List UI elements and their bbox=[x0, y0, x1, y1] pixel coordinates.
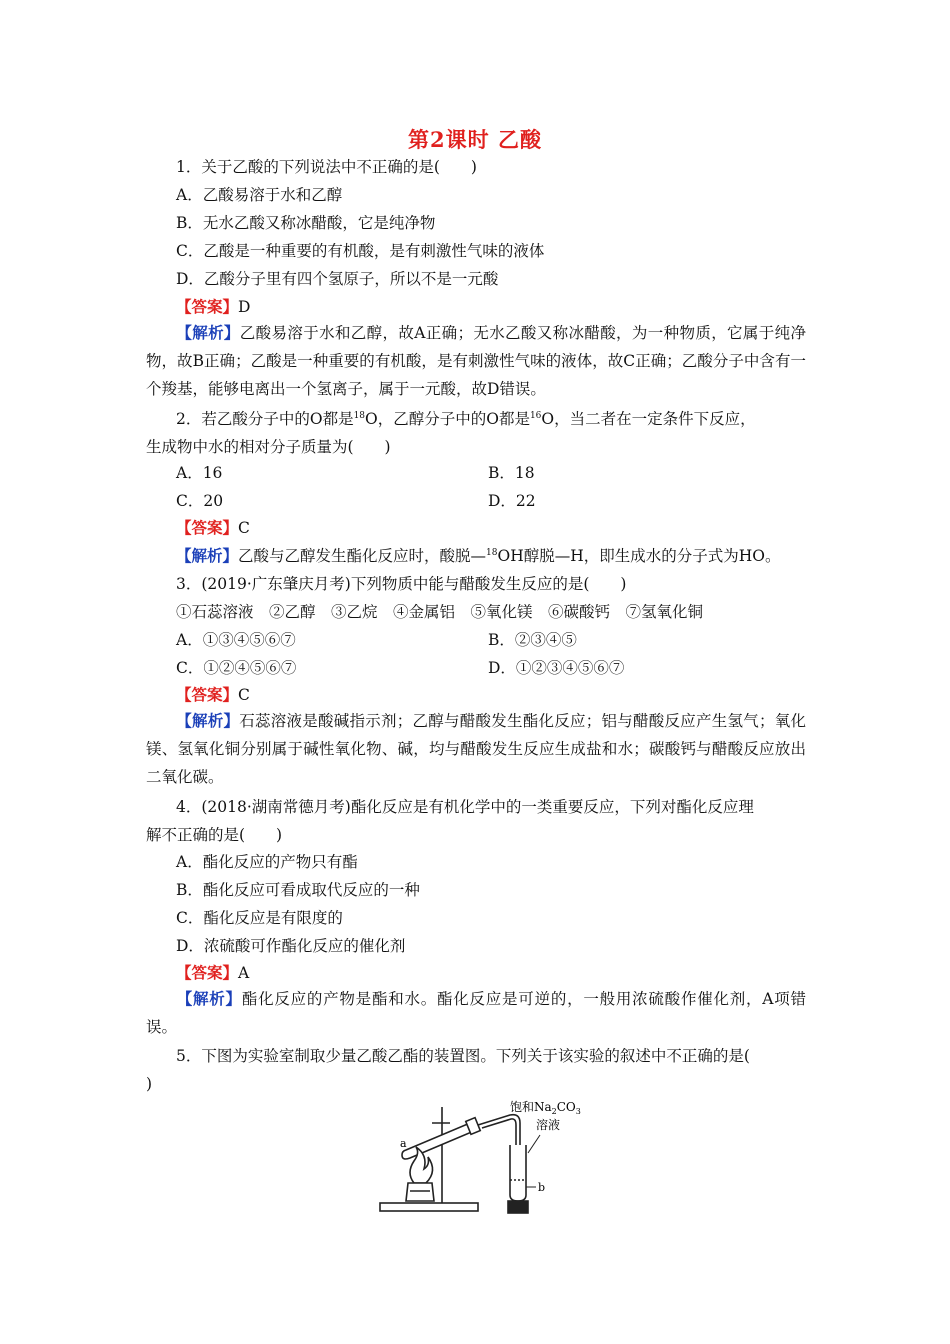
q3-items: ①石蕊溶液 ②乙醇 ③乙烷 ④金属铝 ⑤氧化镁 ⑥碳酸钙 ⑦氢氧化铜 bbox=[176, 603, 704, 621]
q3-option-b: B．②③④⑤ bbox=[488, 631, 577, 649]
q2-sup-18: 18 bbox=[353, 411, 366, 421]
q2-option-b: B．18 bbox=[488, 464, 535, 482]
ester-apparatus-diagram bbox=[370, 1095, 610, 1220]
answer-label: 【答案】 bbox=[176, 518, 239, 537]
lesson-title: 第2课时 乙酸 bbox=[408, 127, 542, 152]
answer-label: 【答案】 bbox=[176, 963, 239, 982]
q1-answer: D bbox=[238, 298, 251, 316]
q4-option-c: C．酯化反应是有限度的 bbox=[176, 909, 343, 927]
q3-answer: C bbox=[238, 686, 250, 704]
q5-stem-line1: 5．下图为实验室制取少量乙酸乙酯的装置图。下列关于该实验的叙述中不正确的是( bbox=[176, 1047, 750, 1065]
q3-explanation-block bbox=[146, 707, 806, 791]
q2-explanation-row bbox=[176, 546, 780, 566]
q2-stem-part-c: O，当二者在一定条件下反应， bbox=[541, 410, 756, 428]
q5-stem-line2: ) bbox=[146, 1075, 153, 1093]
q3-option-a: A．①③④⑤⑥⑦ bbox=[176, 631, 296, 649]
q1-option-a: A．乙酸易溶于水和乙醇 bbox=[176, 186, 343, 204]
q3-stem: 3．(2019·广东肇庆月考)下列物质中能与醋酸发生反应的是( ) bbox=[176, 575, 627, 593]
q1-option-d: D．乙酸分子里有四个氢原子，所以不是一元酸 bbox=[176, 270, 499, 288]
alcohol-lamp bbox=[406, 1183, 434, 1201]
q2-answer-row bbox=[176, 518, 250, 538]
q2-stem-line1 bbox=[176, 409, 756, 429]
q2-option-a: A．16 bbox=[176, 464, 223, 482]
q4-option-d: D．浓硫酸可作酯化反应的催化剂 bbox=[176, 937, 406, 955]
q1-option-c: C．乙酸是一种重要的有机酸，是有刺激性气味的液体 bbox=[176, 242, 545, 260]
q1-stem: 1．关于乙酸的下列说法中不正确的是( ) bbox=[176, 158, 477, 176]
q4-explanation: 酯化反应的产物是酯和水。酯化反应是可逆的，一般用浓硫酸作催化剂，A项错误。 bbox=[146, 990, 806, 1036]
q4-answer: A bbox=[238, 964, 250, 982]
q4-answer-row bbox=[176, 963, 249, 983]
q1-explanation: 乙酸易溶于水和乙醇，故A正确；无水乙酸又称冰醋酸，为一种物质，它属于纯净物，故B正确；乙酸是一种重要的有机酸，是有刺激性气味的液体，故C正确；乙酸分子中含有一个羧基，能够电离出一个氢离子，属于一元酸，故D错误。 bbox=[146, 324, 806, 398]
answer-label: 【答案】 bbox=[176, 297, 239, 316]
test-tube-a bbox=[402, 1123, 474, 1159]
label-a: a bbox=[400, 1137, 407, 1150]
label-b: b bbox=[538, 1181, 546, 1194]
q4-stem-line1: 4．(2018·湖南常德月考)酯化反应是有机化学中的一类重要反应，下列对酯化反应理 bbox=[176, 798, 754, 816]
explanation-label: 【解析】 bbox=[176, 323, 240, 342]
q4-stem-line2: 解不正确的是( ) bbox=[146, 826, 283, 844]
q1-option-b: B．无水乙酸又称冰醋酸，它是纯净物 bbox=[176, 214, 436, 232]
q1-explanation-block bbox=[146, 319, 806, 403]
explanation-label: 【解析】 bbox=[176, 989, 242, 1008]
stand-base bbox=[380, 1203, 478, 1211]
test-tube-b bbox=[510, 1145, 526, 1201]
q2-option-c: C．20 bbox=[176, 492, 224, 510]
explanation-label: 【解析】 bbox=[176, 546, 239, 565]
explanation-label: 【解析】 bbox=[176, 711, 240, 730]
q2-explanation-part-b: OH醇脱—H，即生成水的分子式为HO。 bbox=[497, 547, 781, 565]
q1-answer-row bbox=[176, 297, 250, 317]
solution-label-line1: 饱和$Na_2CO_3$ bbox=[510, 1100, 581, 1116]
solution-label-line2: 溶液 bbox=[536, 1118, 561, 1132]
q2-answer: C bbox=[238, 519, 250, 537]
q4-option-b: B．酯化反应可看成取代反应的一种 bbox=[176, 881, 420, 899]
q3-option-d: D．①②③④⑤⑥⑦ bbox=[488, 659, 625, 677]
q2-stem-part-b: O，乙醇分子中的O都是 bbox=[365, 410, 530, 428]
answer-label: 【答案】 bbox=[176, 685, 239, 704]
q3-option-c: C．①②④⑤⑥⑦ bbox=[176, 659, 297, 677]
q4-explanation-block bbox=[146, 985, 806, 1041]
q2-option-d: D．22 bbox=[488, 492, 536, 510]
q3-answer-row bbox=[176, 685, 250, 705]
q2-sup-16: 16 bbox=[529, 411, 542, 421]
q2-stem-line2: 生成物中水的相对分子质量为( ) bbox=[146, 438, 391, 456]
q2-explanation-part-a: 乙酸与乙醇发生酯化反应时，酸脱— bbox=[238, 547, 487, 565]
tube-holder bbox=[508, 1201, 528, 1213]
q2-explanation-sup: 18 bbox=[486, 548, 498, 558]
q4-option-a: A．酯化反应的产物只有酯 bbox=[176, 853, 358, 871]
q2-stem-part-a: 2．若乙酸分子中的O都是 bbox=[176, 410, 354, 428]
q3-explanation: 石蕊溶液是酸碱指示剂；乙醇与醋酸发生酯化反应；铝与醋酸反应产生氢气；氧化镁、氢氧化铜分别属于碱性氧化物、碱，均与醋酸发生反应生成盐和水；碳酸钙与醋酸反应放出二氧化碳。 bbox=[146, 712, 806, 786]
